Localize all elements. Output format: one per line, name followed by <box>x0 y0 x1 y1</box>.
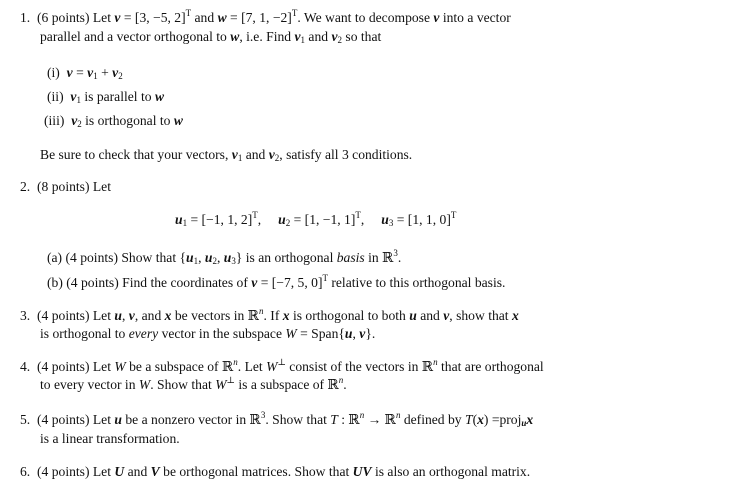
q1-item-iii: (iii) $v_2$ is orthogonal to w <box>44 113 183 129</box>
q3-line1: 3. (4 points) Let u, v, and x be vectors in ℝ$^n$. If x is orthogonal to both u and v, show that x <box>20 306 519 323</box>
q2-number: 2. <box>20 179 31 194</box>
q5-line1: 5. (4 points) Let u be a nonzero vector in ℝ$^3$. Show that T : ℝ$^n$ → ℝ$^n$ defined by T(x) =proj$_u$x <box>20 410 534 428</box>
q2-vectors: $u_1 = [-1$, 1, 2]$^T$, $u_2 = [1$, −1, 1]$^T$, $u_3 = [1$, 1, 0]$^T$ <box>175 210 457 228</box>
q5-line2: is a linear transformation. <box>40 431 180 446</box>
q4-number: 4. <box>20 359 31 374</box>
q4-line2: to every vector in W. Show that W⊥ is a subspace of ℝ$^n$. <box>40 375 347 392</box>
q2-part-a: (a) (4 points) Show that {$u_1$, $u_2$, $u_3$} is an orthogonal basis in ℝ$^3$. <box>47 248 402 266</box>
q5-number: 5. <box>20 412 31 427</box>
q2-part-b: (b) (4 points) Find the coordinates of v = [−7, 5, 0]$^T$ relative to this orthogonal basis. <box>47 273 506 290</box>
q1-item-i: (i) $v = v_1 + v_2$ <box>47 65 123 81</box>
q4-line1: 4. (4 points) Let W be a subspace of ℝ$^n$. Let W⊥ consist of the vectors in ℝ$^n$ that are orthogonal <box>20 357 544 374</box>
q1-line1: 1. (6 points) Let v = [3, −5, 2]$^T$ and w = [7, 1, −2]$^T$. We want to decompose v into a vector <box>20 8 511 25</box>
q1-item-ii: (ii) $v_1$ is parallel to w <box>47 89 165 105</box>
q1-number: 1. <box>20 10 31 25</box>
q2-title: 2. (8 points) Let <box>20 179 111 194</box>
q6-line1: 6. (4 points) Let U and V be orthogonal matrices. Show that UV is also an orthogonal matrix. <box>20 464 531 479</box>
q3-line2: is orthogonal to every vector in the subspace W = Span{u, v}. <box>40 326 376 341</box>
q1-line2: parallel and a vector orthogonal to w, i.e. Find $v_1$ and $v_2$ so that <box>40 29 382 45</box>
q6-number: 6. <box>20 464 31 479</box>
q1-check-note: Be sure to check that your vectors, $v_1$ and $v_2$, satisfy all 3 conditions. <box>40 147 413 163</box>
q3-number: 3. <box>20 308 31 323</box>
